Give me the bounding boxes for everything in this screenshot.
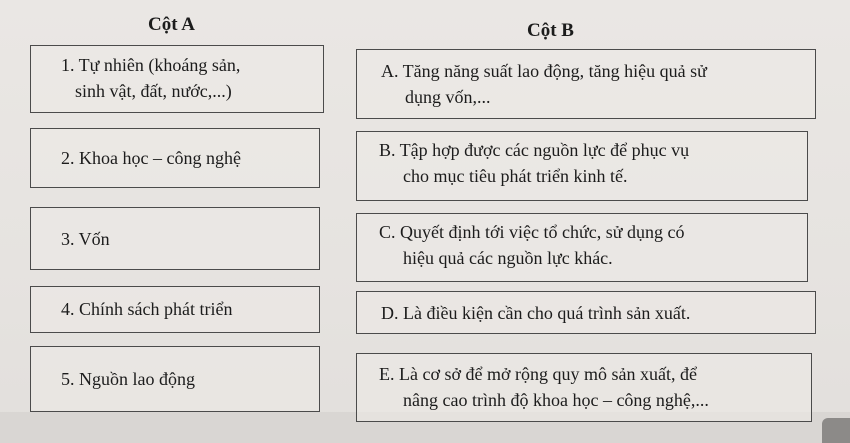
col-b-item-c-line2: hiệu quả các nguồn lực khác. (403, 248, 613, 268)
col-b-item-b-line1: B. Tập hợp được các nguồn lực để phục vụ (379, 140, 690, 160)
col-b-item-c-line1: C. Quyết định tới việc tổ chức, sử dụng có (379, 222, 685, 242)
col-a-item-2-text: 2. Khoa học – công nghệ (61, 148, 241, 168)
col-a-item-5-text: 5. Nguồn lao động (61, 369, 195, 389)
col-b-item-d (356, 291, 816, 334)
col-b-item-c (356, 213, 808, 282)
col-a-item-4-text: 4. Chính sách phát triển (61, 299, 233, 319)
col-b-item-a (356, 49, 816, 119)
col-a-item-2 (30, 128, 320, 188)
col-b-item-b-line2: cho mục tiêu phát triển kinh tế. (403, 166, 628, 186)
column-b-header: Cột B (527, 20, 574, 41)
col-a-item-1 (30, 45, 324, 113)
col-b-item-e-line1: E. Là cơ sở để mở rộng quy mô sản xuất, để (379, 364, 697, 384)
col-a-item-1-line1: 1. Tự nhiên (khoáng sản, (61, 55, 241, 75)
col-a-item-1-line2: sinh vật, đất, nước,...) (75, 81, 232, 101)
col-a-item-3 (30, 207, 320, 270)
col-a-item-4 (30, 286, 320, 333)
col-b-item-b (356, 131, 808, 201)
col-b-item-d-text: D. Là điều kiện cần cho quá trình sản xuất. (381, 303, 691, 323)
col-a-item-5 (30, 346, 320, 412)
col-b-item-e (356, 353, 812, 422)
col-a-item-3-text: 3. Vốn (61, 229, 110, 249)
col-b-item-a-line2: dụng vốn,... (405, 87, 491, 107)
column-a-header: Cột A (148, 14, 195, 35)
page-corner-mark (822, 418, 850, 443)
col-b-item-e-line2: nâng cao trình độ khoa học – công nghệ,... (403, 390, 709, 410)
col-b-item-a-line1: A. Tăng năng suất lao động, tăng hiệu quả sử (381, 61, 707, 81)
